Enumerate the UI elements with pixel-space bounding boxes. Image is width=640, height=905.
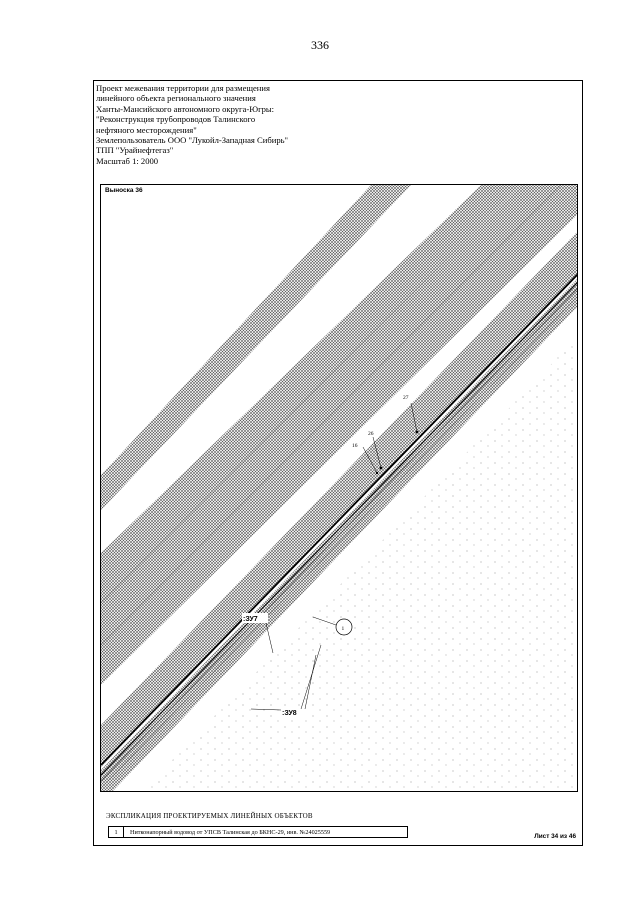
page-number: 336 xyxy=(311,38,329,52)
title-line: Проект межевания территории для размещения xyxy=(96,83,270,93)
map-title: Выноска 36 xyxy=(105,187,143,194)
plot-label-zu7: :ЗУ7 xyxy=(243,616,258,623)
point-label-16: 16 xyxy=(352,443,358,449)
drawing-sheet xyxy=(93,80,583,846)
title-line: линейного объекта регионального значения xyxy=(96,93,256,104)
map-canvas xyxy=(101,185,578,792)
explication-row-text: Нитконапорный водовод от УПСВ Талинская до БКНС-29, инв. №24025559 xyxy=(130,828,331,836)
explication-title: ЭКСПЛИКАЦИЯ ПРОЕКТИРУЕМЫХ ЛИНЕЙНЫХ ОБЪЕКТОВ xyxy=(106,812,313,820)
scale-line: Масштаб 1: 2000 xyxy=(96,155,159,166)
map-frame xyxy=(100,184,578,792)
callout-label-1: 1 xyxy=(341,626,345,632)
title-block xyxy=(96,83,336,166)
point-label-27: 27 xyxy=(403,395,409,401)
title-line: нефтяного месторождения" xyxy=(96,124,197,135)
title-line: Землепользователь ООО "Лукойл-Западная Сибирь" xyxy=(96,135,289,146)
explication-table xyxy=(108,826,408,838)
explication-row-number: 1 xyxy=(109,827,124,837)
point-label-26: 26 xyxy=(368,431,374,437)
plot-label-zu8: :ЗУ8 xyxy=(282,710,297,717)
sheet-label: Лист 34 из 46 xyxy=(534,833,576,840)
title-line: Ханты-Мансийского автономного округа-Югры: xyxy=(96,103,275,114)
title-line: ТПП "Урайнефтегаз" xyxy=(96,145,174,156)
title-line: "Реконструкция трубопроводов Талинского xyxy=(96,114,256,125)
